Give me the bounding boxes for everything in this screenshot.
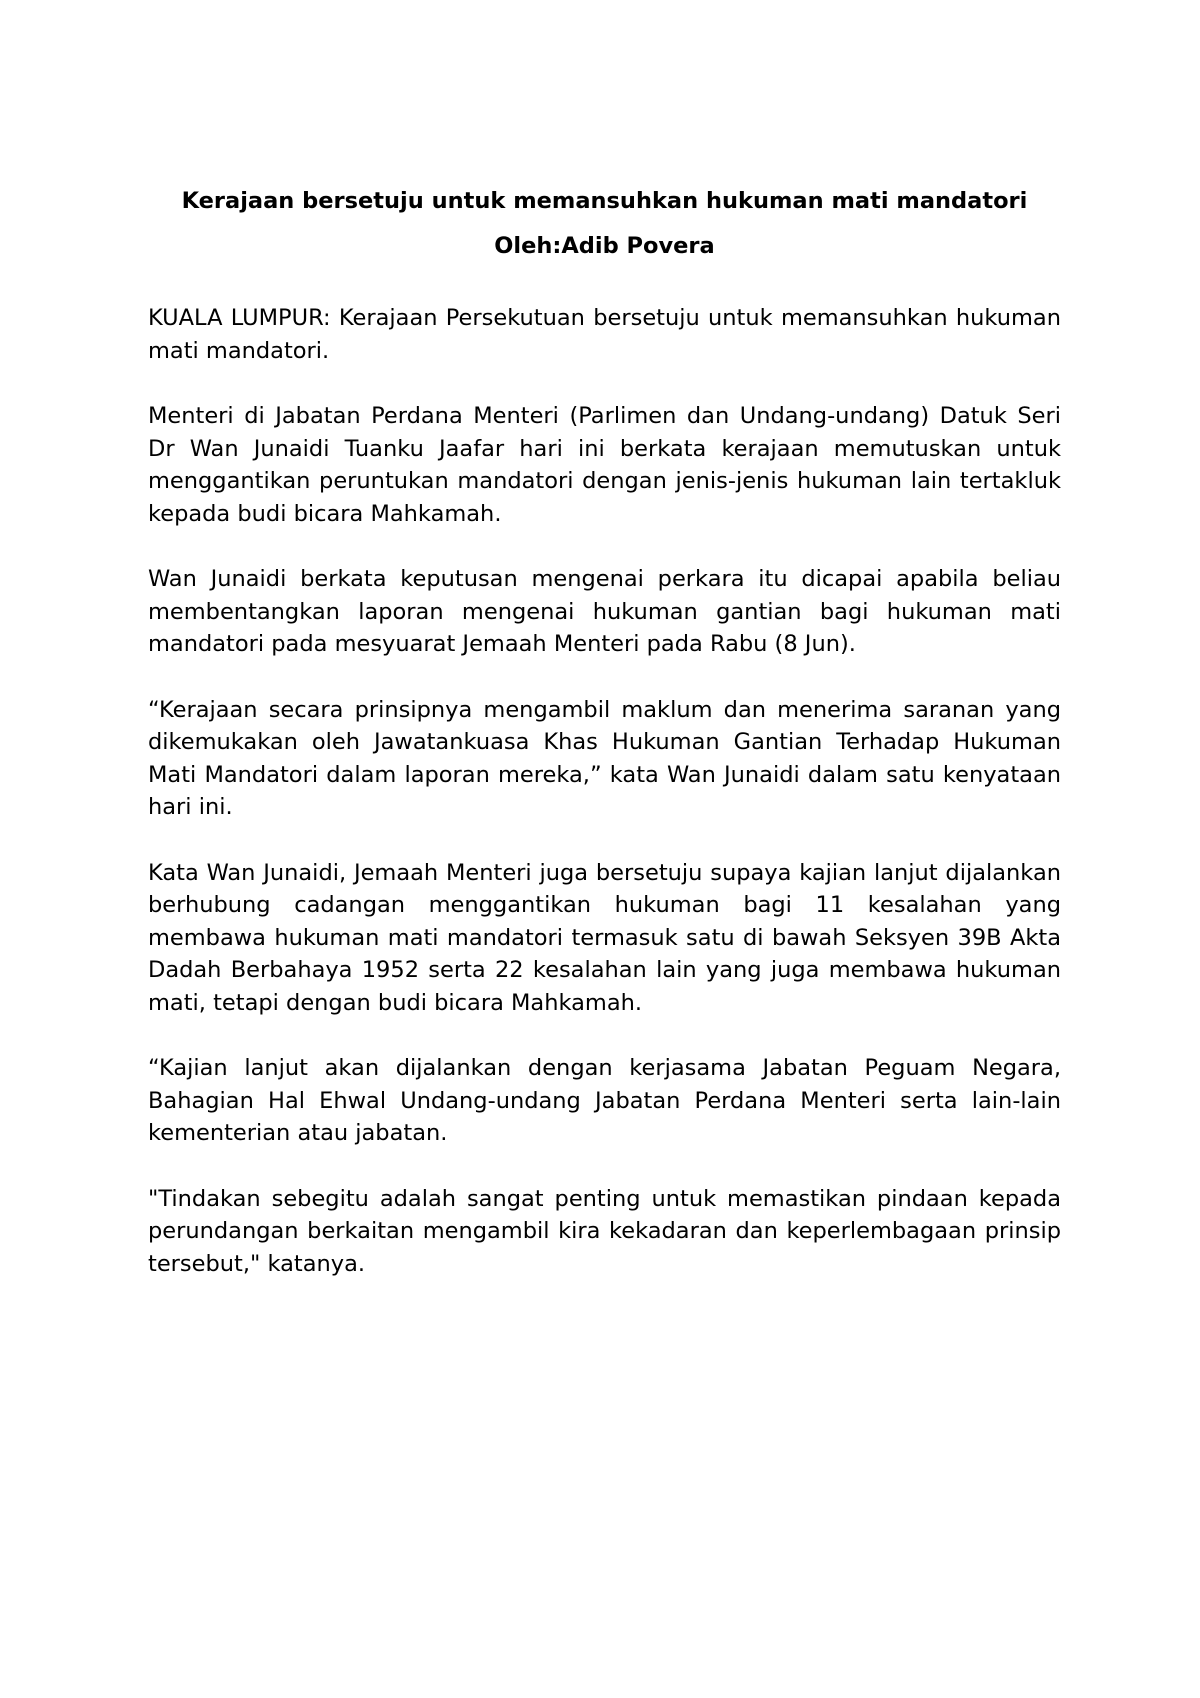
paragraph: Wan Junaidi berkata keputusan mengenai perkara itu dicapai apabila beliau membentangkan laporan mengenai hukuman gantian bagi hukuman mati mandatori pada mesyuarat Jemaah Menteri pada Rabu (8 Jun). (148, 566, 1061, 657)
document-title: Kerajaan bersetuju untuk memansuhkan hukuman mati mandatori (181, 188, 1028, 214)
paragraph: KUALA LUMPUR: Kerajaan Persekutuan bersetuju untuk memansuhkan hukuman mati mandatori. (148, 305, 1061, 364)
paragraph: “Kajian lanjut akan dijalankan dengan kerjasama Jabatan Peguam Negara, Bahagian Hal Ehwal Undang-undang Jabatan Perdana Menteri serta lain-lain kementerian atau jabatan. (148, 1055, 1061, 1146)
document-byline: Oleh:Adib Povera (494, 233, 715, 259)
paragraph: "Tindakan sebegitu adalah sangat penting untuk memastikan pindaan kepada perundangan berkaitan mengambil kira kekadaran dan keperlembagaan prinsip tersebut," katanya. (148, 1185, 1061, 1277)
paragraph: Menteri di Jabatan Perdana Menteri (Parlimen dan Undang-undang) Datuk Seri Dr Wan Junaidi Tuanku Jaafar hari ini berkata kerajaan memutuskan untuk menggantikan peruntukan mandatori dengan jenis-jenis hukuman lain tertakluk kepada budi bicara Mahkamah. (148, 403, 1061, 527)
document-content (148, 178, 1061, 1313)
paragraph: Kata Wan Junaidi, Jemaah Menteri juga bersetuju supaya kajian lanjut dijalankan berhubung cadangan menggantikan hukuman bagi 11 kesalahan yang membawa hukuman mati mandatori termasuk satu di bawah Seksyen 39B Akta Dadah Berbahaya 1952 serta 22 kesalahan lain yang juga membawa hukuman mati, tetapi dengan budi bicara Mahkamah. (148, 859, 1061, 1016)
document-body (148, 302, 1061, 1280)
paragraph: “Kerajaan secara prinsipnya mengambil maklum dan menerima saranan yang dikemukakan oleh Jawatankuasa Khas Hukuman Gantian Terhadap Hukuman Mati Mandatori dalam laporan mereka,” kata Wan Junaidi dalam satu kenyataan hari ini. (148, 696, 1061, 820)
